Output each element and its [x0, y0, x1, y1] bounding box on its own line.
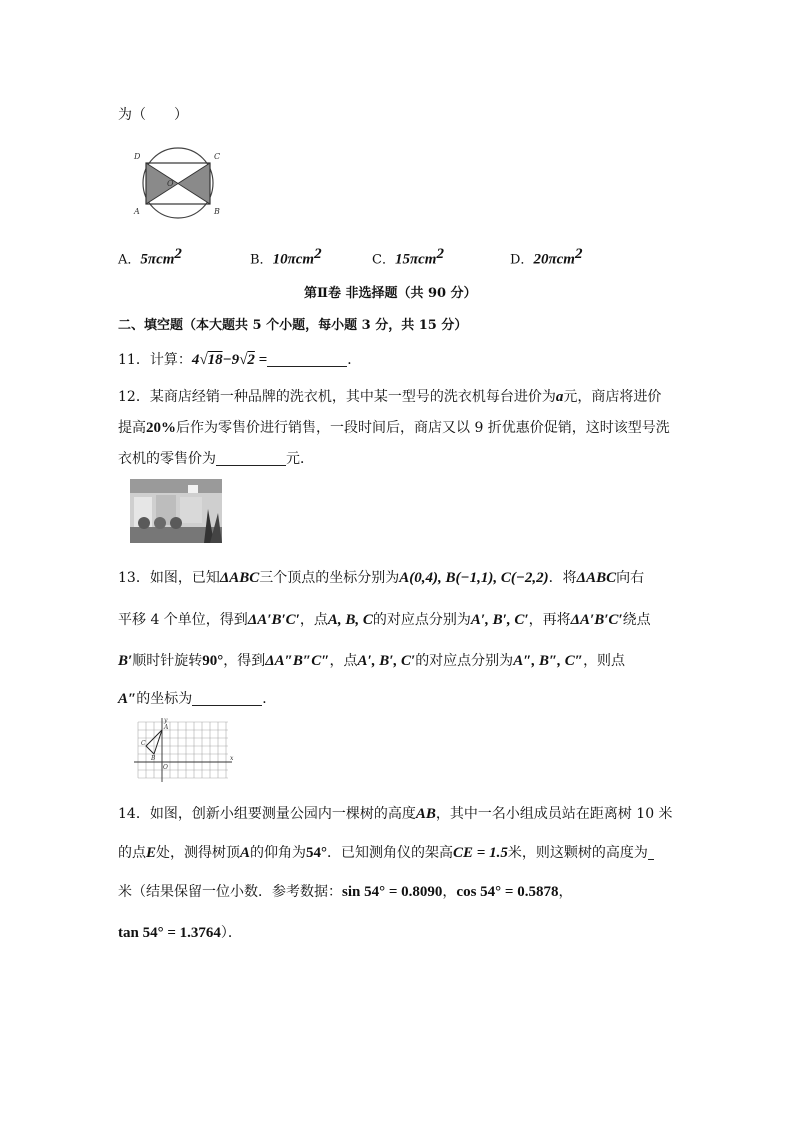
q10-label-o: O — [167, 179, 174, 188]
q12-answer-blank[interactable] — [216, 451, 286, 466]
q13-label-c: C — [141, 740, 146, 747]
q13-line-2: 平移 4 个单位，得到ΔA′B′C′，点A, B, C的对应点分别为A′, B′, C′，再将ΔA′B′C′绕点 — [118, 612, 651, 628]
q12-line-1: 12．某商店经销一种品牌的洗衣机，其中某一型号的洗衣机每台进价为a元，商店将进价 — [118, 389, 662, 405]
q13-line-3: B′顺时针旋转90°，得到ΔA″B″C″，点A′, B′, C′的对应点分别为A″, B″, C″，则点 — [118, 653, 626, 669]
q14-answer-blank[interactable] — [648, 845, 654, 860]
q12-line-2: 提高20%后作为零售价进行销售，一段时间后，商店又以 9 折优惠价促销，这时该型号洗 — [118, 420, 670, 436]
q14-line-2: 的点E处，测得树顶A的仰角为54°．已知测角仪的架高CE = 1.5米，则这颗树的高度为 — [118, 842, 654, 862]
q11: 11．计算：4√18−9√2 = ． — [118, 352, 362, 368]
q13-line-4: A″的坐标为 ． — [118, 691, 277, 707]
q14-line-4: tan 54° = 1.3764）． — [118, 925, 242, 941]
q13-label-y: y — [164, 717, 168, 724]
q10-label-d: D — [134, 152, 141, 161]
section-title: 二、填空题（本大题共 5 个小题，每小题 3 分，共 15 分） — [118, 318, 468, 333]
q10-label-b: B — [214, 207, 220, 216]
q10-option-a: A．5πcm$^2$ — [118, 246, 182, 268]
q10-option-c: C．15πcm$^2$ — [372, 246, 444, 268]
q12-store-photo — [130, 479, 222, 543]
q13-label-b: B — [151, 755, 156, 762]
q10-figure — [128, 146, 228, 222]
q10-label-a: A — [134, 207, 140, 216]
q13-answer-blank[interactable] — [192, 691, 262, 706]
q14-line-3: 米（结果保留一位小数．参考数据：sin 54° = 0.8090，cos 54° = 0.5878， — [118, 884, 573, 900]
q13-label-x: x — [230, 755, 234, 762]
q10-label-c: C — [214, 152, 221, 161]
q12-line-3: 衣机的零售价为 元． — [118, 451, 314, 467]
q13-label-a: A — [164, 724, 169, 731]
q13-line-1: 13．如图，已知ΔABC三个顶点的坐标分别为A(0,4), B(−1,1), C(−2,2)．将ΔABC向右 — [118, 570, 645, 586]
q10-stem-tail: 为（ ） — [118, 107, 188, 123]
q14-line-1: 14．如图，创新小组要测量公园内一棵树的高度AB，其中一名小组成员站在距离树 10 米 — [118, 806, 673, 822]
q10-option-d: D．20πcm$^2$ — [510, 246, 583, 268]
q13-grid-figure — [132, 716, 236, 786]
q13-label-o: O — [163, 764, 168, 771]
part2-title: 第Ⅱ卷 非选择题（共 90 分） — [304, 286, 477, 301]
q10-option-b: B．10πcm$^2$ — [250, 246, 322, 268]
q11-answer-blank[interactable] — [267, 352, 347, 367]
